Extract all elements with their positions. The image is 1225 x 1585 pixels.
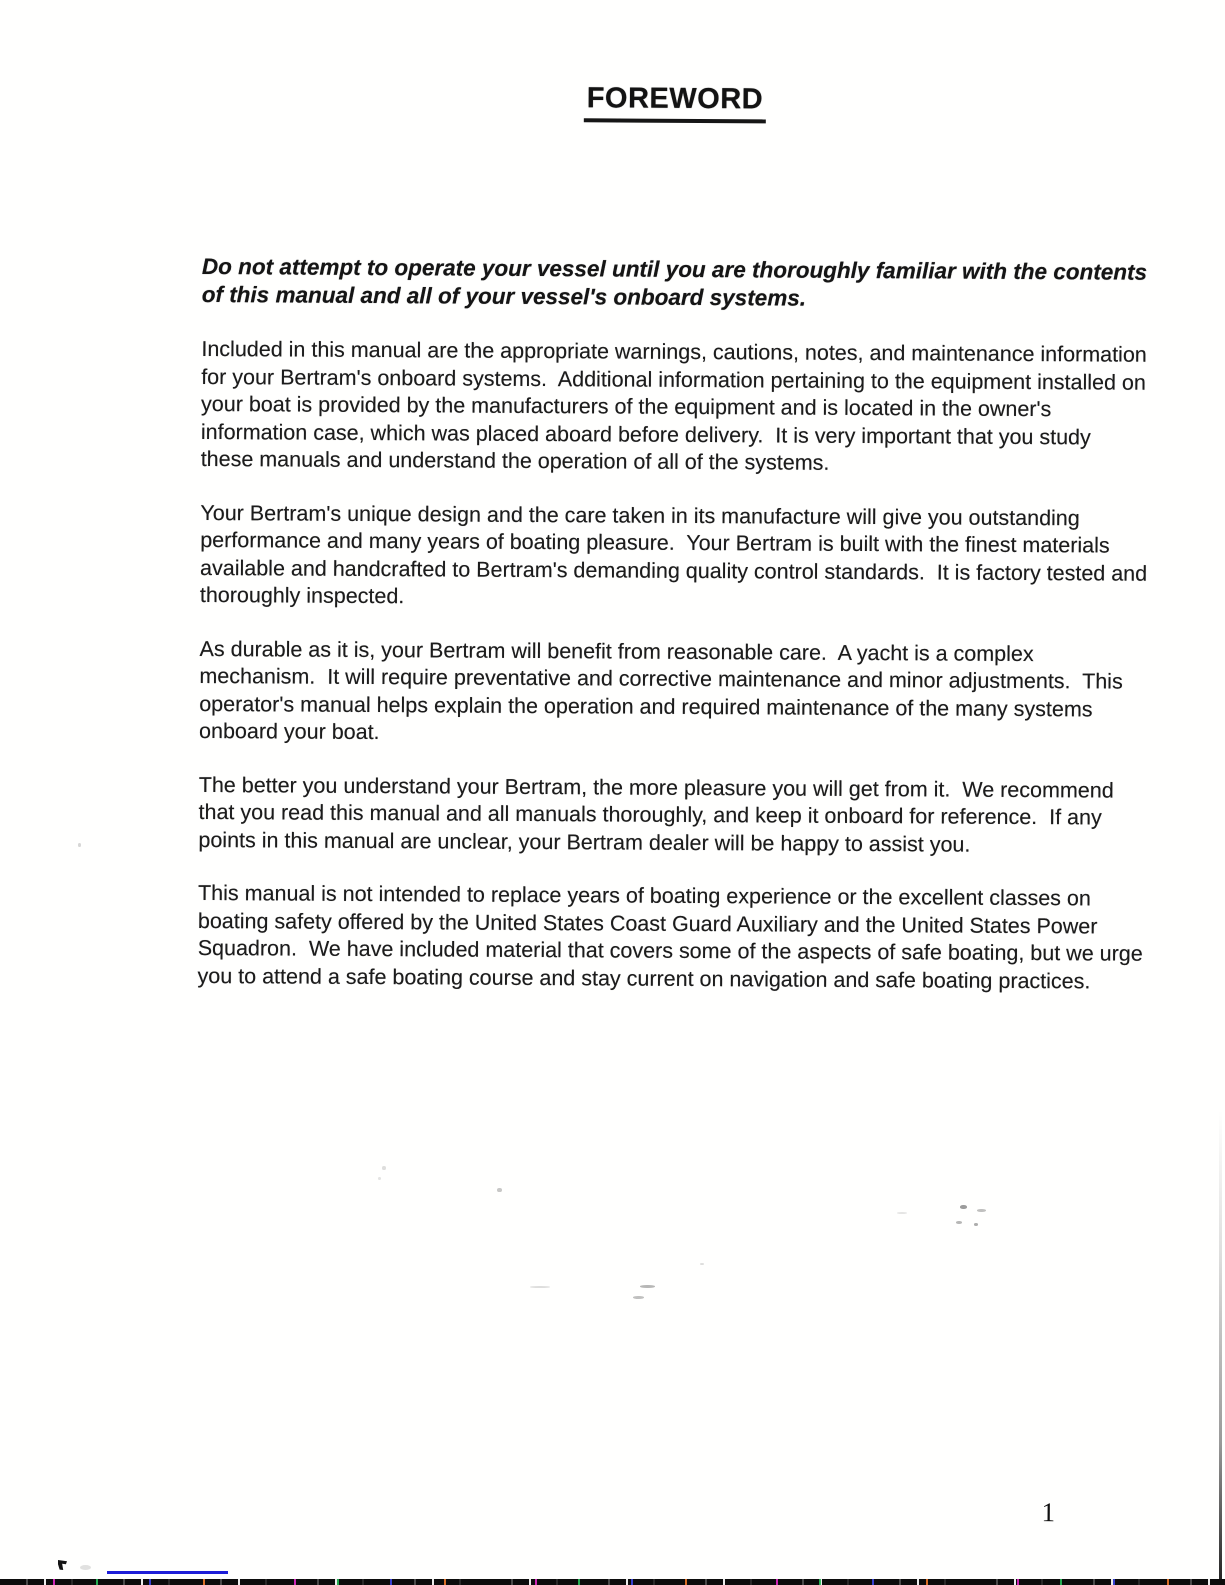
paragraph-included-in-manual: Included in this manual are the appropriate warnings, cautions, notes, and maintenance information for your Bertram's onboard systems. Additional information pertaining to the equipment installed on your boat is provided by the manufacturers of the equipment and is located in the owner's information case, which was placed aboard before delivery. It is very important that you study these manuals and understand the operation of all of the systems. xyxy=(200,336,1153,475)
scan-speck xyxy=(956,1221,962,1224)
page-number: 1 xyxy=(1041,1497,1056,1528)
paragraph-boating-safety: This manual is not intended to replace years of boating experience or the excellent classes on boating safety offered by the United States Coast Guard Auxiliary and the United States Power Squadron. We have included material that covers some of the aspects of safe boating, but we urge you to attend a safe boating course and stay current on navigation and safe boating practices. xyxy=(197,880,1149,993)
scan-speck xyxy=(897,1212,907,1214)
scan-speck xyxy=(633,1296,644,1299)
scan-speck xyxy=(78,843,81,847)
scan-right-edge-shadow xyxy=(1219,1110,1222,1585)
page-title xyxy=(200,80,1150,126)
scan-speck xyxy=(382,1166,386,1170)
scan-speck xyxy=(530,1286,550,1288)
lead-warning-paragraph: Do not attempt to operate your vessel until you are thoroughly familiar with the contents of this manual and all of your vessel's onboard systems. xyxy=(201,253,1154,311)
scan-speck xyxy=(640,1285,655,1288)
scan-speck xyxy=(700,1263,704,1265)
blue-ink-line xyxy=(107,1571,228,1574)
faint-ink-smudge xyxy=(80,1565,91,1570)
scan-speck xyxy=(497,1188,502,1192)
page-title-text: FOREWORD xyxy=(584,82,767,123)
paragraph-unique-design: Your Bertram's unique design and the care taken in its manufacture will give you outstanding performance and many years of boating pleasure. Your Bertram is built with the finest materials available and handcrafted to Bertram's demanding quality control standards. It is factory tested and thoroughly inspected. xyxy=(199,500,1154,609)
scan-speck xyxy=(378,1177,381,1180)
scan-bottom-edge-noise xyxy=(0,1579,1225,1585)
paragraph-durable-care: As durable as it is, your Bertram will benefit from reasonable care. A yacht is a complex mechanism. It will require preventative and corrective maintenance and minor adjustments. This operator's manual helps explain the operation and required maintenance of the many systems onboard your boat. xyxy=(199,636,1129,745)
document-body xyxy=(197,253,1154,1022)
scan-speck xyxy=(977,1209,986,1212)
paragraph-better-understanding: The better you understand your Bertram, the more pleasure you will get from it. We recommend that you read this manual and all manuals thoroughly, and keep it onboard for reference. If any points in this manual are unclear, your Bertram dealer will be happy to assist you. xyxy=(198,772,1120,857)
scan-speck xyxy=(960,1205,967,1209)
scan-speck xyxy=(974,1223,978,1226)
